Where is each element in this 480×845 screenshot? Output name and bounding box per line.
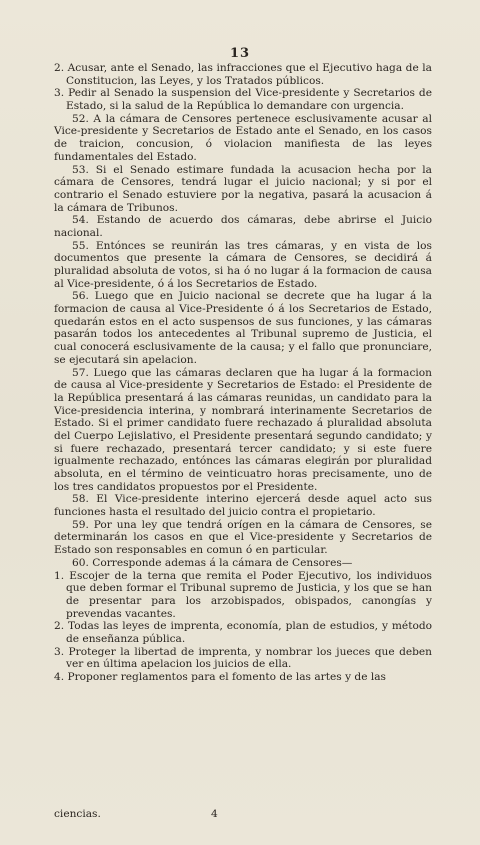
list-item: 1. Escojer de la terna que remita el Poder Ejecutivo, los individuos que deben formar el Tribunal supremo de Justicia, y los que se han de presentar para los arzobispados, obispados, canongías y prevendas vacantes.	[54, 569, 432, 620]
last-line-start: ciencias.	[54, 808, 101, 820]
article-paragraph: 54. Estando de acuerdo dos cámaras, debe abrirse el Juicio nacional.	[54, 214, 432, 239]
article-paragraph: 55. Entónces se reunirán las tres cámaras, y en vista de los documentos que presente la cámara de Censores, se decidirá á pluralidad absoluta de votos, si ha ó no lugar á la formacion de causa al Vice-presidente, ó á los Secretarios de Estado.	[54, 239, 432, 290]
page-footer	[54, 808, 432, 821]
page-number: 13	[229, 46, 251, 61]
article-paragraph: 53. Si el Senado estimare fundada la acusacion hecha por la cámara de Censores, tendrá lugar el juicio nacional; y si por el contrario el Senado estuviere por la negativa, pasará la acusacion á la cámara de Tribunos.	[54, 163, 432, 214]
article-paragraph: 3. Pedir al Senado la suspension del Vice-presidente y Secretarios de Estado, si la salud de la República lo demandare con urgencia.	[54, 87, 432, 113]
body-text	[54, 62, 432, 684]
article-paragraph: 2. Acusar, ante el Senado, las infracciones que el Ejecutivo haga de la Constitucion, las Leyes, y los Tratados públicos.	[54, 62, 432, 87]
list-item: 3. Proteger la libertad de imprenta, y nombrar los jueces que deben ver en última apelacion los juicios de ella.	[54, 645, 432, 671]
article-paragraph: 60. Corresponde ademas á la cámara de Censores—	[72, 556, 353, 569]
article-paragraph: 52. A la cámara de Censores pertenece esclusivamente acusar al Vice-presidente y Secretarios de Estado ante el Senado, en los casos de traicion, concusion, ó violacion manifiesta de las leyes fundamentales del Estado.	[54, 112, 432, 163]
signature-mark: 4	[211, 808, 218, 820]
list-item: 4. Proponer reglamentos para el fomento de las artes y de las	[54, 671, 386, 683]
article-paragraph: 58. El Vice-presidente interino ejercerá desde aquel acto sus funciones hasta el resultado del juicio contra el propietario.	[54, 493, 432, 519]
article-paragraph: 57. Luego que las cámaras declaren que ha lugar á la formacion de causa al Vice-presidente y Secretarios de Estado: el Presidente de la República presentará á las cámaras reunidas, un candidato para la Vice-presidencia interina, y nombrará interinamente Secretarios de Estado. Si el primer candidato fuere rechazado á pluralidad absoluta del Cuerpo Lejislativo, el Presidente presentará segundo candidato; y si fuere rechazado, presentará tercer candidato; y si este fuere igualmente rechazado, entónces las cámaras elegirán por pluralidad absoluta, en el término de veinticuatro horas precisamente, uno de los tres candidatos propuestos por el Presidente.	[54, 366, 432, 493]
article-paragraph: 59. Por una ley que tendrá orígen en la cámara de Censores, se determinarán los casos en que el Vice-presidente y Secretarios de Estado son responsables en comun ó en particular.	[54, 518, 432, 557]
list-item: 2. Todas las leyes de imprenta, economía, plan de estudios, y método de enseñanza pública.	[54, 620, 432, 645]
article-paragraph: 56. Luego que en Juicio nacional se decrete que ha lugar á la formacion de causa al Vice-Presidente ó á los Secretarios de Estado, quedarán estos en el acto suspensos de sus funciones, y las cámaras pasarán todos los antecedentes al Tribunal supremo de Justicia, el cual conocerá esclusivamente de la causa; y el fallo que pronunciare, se ejecutará sin apelacion.	[54, 290, 432, 366]
